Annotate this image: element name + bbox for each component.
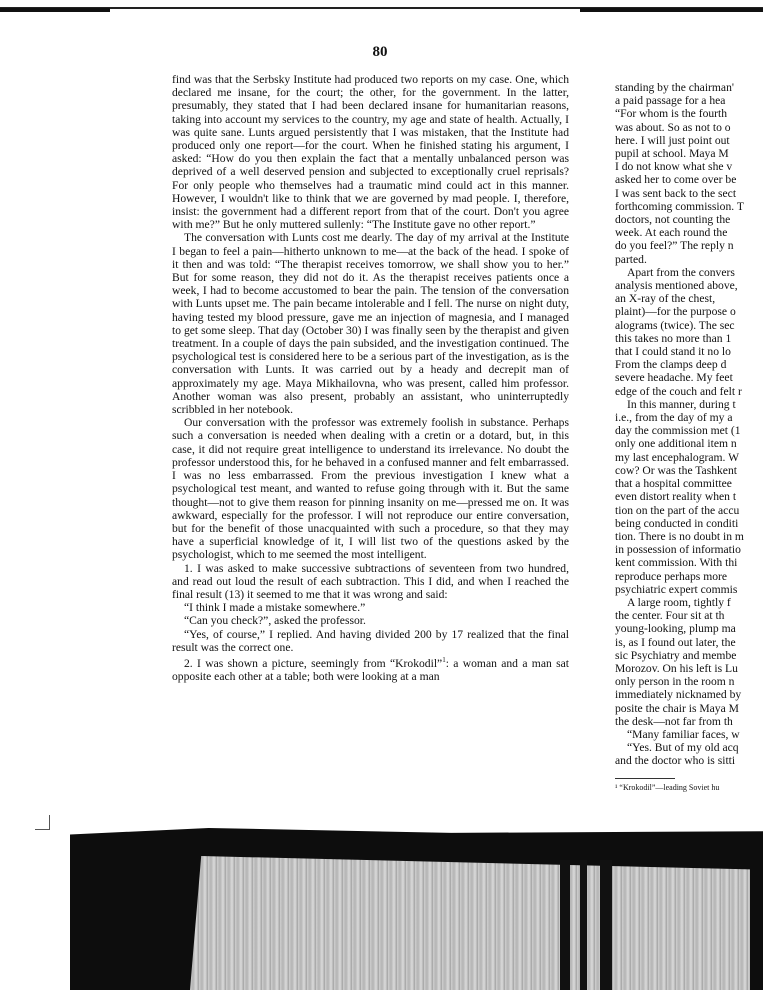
text-line: pupil at school. Maya M [615,147,729,161]
text-line: my last encephalogram. W [615,450,740,464]
scan-top-border [0,2,763,16]
text-line: an X-ray of the chest, [615,292,716,306]
paragraph [172,654,569,683]
text-line: From the clamps deep d [615,358,727,372]
text-line: i.e., from the day of my a [615,411,733,425]
paragraph: “Can you check?”, asked the professor. [184,614,366,628]
text-line: day the commission met (1 [615,424,741,438]
paragraph: “Yes, of course,” I replied. And having divided 200 by 17 realized that the final result was the correct one. [172,627,569,654]
text-line: “Yes. But of my old acq [627,741,739,755]
text-line: tion. There is no doubt in m [615,529,744,543]
paragraph-tail: : a woman and a man sat opposite each other at a table; both were looking at a man [172,656,569,683]
scan-artifact-stripe [580,860,587,990]
text-line: a paid passage for a hea [615,94,726,108]
text-line: In this manner, during t [627,397,736,411]
text-line: that I could stand it no lo [615,345,731,359]
text-line: plaint)—for the purpose o [615,305,736,319]
page-number: 80 [372,44,388,60]
text-line: “For whom is the fourth [615,107,728,121]
text-line: week. At each round the [615,226,728,240]
text-line: the desk—not far from th [615,714,733,728]
text-line: is, as I found out later, the [615,635,736,649]
text-line: that a hospital committee [615,477,732,491]
text-line: edge of the couch and felt r [615,384,742,398]
right-column-lines [615,81,763,768]
text-line: severe headache. My feet [615,371,733,385]
footnote-separator [615,778,675,779]
text-line: “Many familiar faces, w [627,727,740,741]
footnote-marker: 1 [442,655,446,664]
text-line: even distort reality when t [615,490,737,504]
text-line: forthcoming commission. T [615,199,744,213]
text-line: analysis mentioned above, [615,279,738,293]
text-line: I do not know what she v [615,160,733,174]
text-line: asked her to come over be [615,173,737,187]
scan-artifact-gray [190,856,750,990]
paragraph: 1. I was asked to make successive subtractions of seventeen from two hundred, and read out loud the result of each subtraction. This I did, and when I reached the final result (13) it seemed to me that it was wrong and said: [172,561,569,601]
paragraph: Our conversation with the professor was extremely foolish in substance. Perhaps such a conversation is needed when dealing with a cretin or a dotard, but, in this case, it did not require great intelligence to understand its irrelevance. No doubt the professor understood this, for he behaved in a confused manner and felt embarrassed. I was no less embarrassed. From the previous investigation I knew what a psychological test meant, and wanted to refuse going through with it. But the same thought—not to give them reason for pinning insanity on me—pressed me on. It was awkward, especially for the professor. I will not reproduce our entire conversation, but for the benefit of those unacquainted with such a procedure, so that they may have a superficial knowledge of it, I will list two of the questions asked by the psychologist, which to me seemed the most intelligent. [172,416,569,562]
paragraph: find was that the Serbsky Institute had produced two reports on my case. One, which declared me insane, for the court; the other, for the government. In the latter, presumably, they stated that I had been declared insane for humanitarian reasons, taking into account my services to the country, my age and state of health. Actually, I was quite sane. Lunts argued persistently that I was mistaken, that the Institute had produced only one report—for the court. When he finished stating his argument, I asked: “How do you then explain the fact that a mentally unbalanced person was deprived of a well deserved pension and subjected to exceptionally cruel reprisals? For only people who themselves had a traumatic mind could act in this manner. However, I wouldn't like to think that we are governed by mad people. I, therefore, insist: the government had a different report from that of the court. Don't you agree with me?” But he only muttered sullenly: “The Institute gave no other report.” [172,73,569,232]
text-line: posite the chair is Maya M [615,701,739,715]
text-line: and the doctor who is sitti [615,754,736,768]
text-line: in possession of informatio [615,543,741,557]
paragraph: “I think I made a mistake somewhere.” [184,601,366,615]
text-line: Morozov. On his left is Lu [615,661,738,675]
margin-mark [35,815,50,830]
text-line: immediately nicknamed by [615,688,742,702]
text-line: the center. Four sit at th [615,609,725,623]
text-line: tion on the part of the accu [615,503,740,517]
text-line: alograms (twice). The sec [615,318,735,332]
right-text-column-cropped [615,81,763,801]
text-line: reproduce perhaps more [615,569,728,583]
text-line: do you feel?” The reply n [615,239,734,253]
text-line: Apart from the convers [627,265,735,279]
paragraph: The conversation with Lunts cost me dearly. The day of my arrival at the Institute I began to feel a pain—hitherto unknown to me—at the back of the head. I spoke of it then and was told: “The therapist receives tomorrow, we shall show you to her.” But for some reason, they did not do it. As the therapist receives patients once a week, I had to become accustomed to bear the pain. The tension of the conversation with Lunts upset me. The pain became intolerable and I fell. The nurse on night duty, having tested my blood pressure, gave me an injection of magnesia, and I managed to get some sleep. That day (October 30) I was finally seen by the therapist and given treatment. In a couple of days the pain subsided, and the investigation continued. The psychological test is considered here to be a serious part of the investigation, as is the conversation with Lunts. It was carried out by a heady and decrepit man of approximately my age. Maya Mikhailovna, who was present, called him professor. Another woman was also present, probably an assistant, who uninterruptedly scribbled in her notebook. [172,231,569,417]
text-line: I was sent back to the sect [615,186,737,200]
text-line: this takes no more than 1 [615,331,732,345]
left-text-column [172,73,569,683]
scan-artifact-stripe [600,860,612,990]
scan-artifact-stripe [560,860,570,990]
text-line: cow? Or was the Tashkent [615,463,737,477]
text-line: was about. So as not to o [615,120,731,134]
text-line: A large room, tightly f [627,595,731,609]
text-line: kent commission. With thi [615,556,738,570]
text-line: psychiatric expert commis [615,582,738,596]
text-line: parted. [615,252,647,266]
text-line: only one additional item n [615,437,737,451]
text-line: only person in the room n [615,675,735,689]
text-line: sic Psychiatry and membe [615,648,737,662]
paragraph-text: 2. I was shown a picture, seemingly from “Krokodil” [184,656,443,670]
text-line: standing by the chairman' [615,81,734,94]
text-line: being conducted in conditi [615,516,739,530]
text-line: here. I will just point out [615,133,730,147]
text-line: young-looking, plump ma [615,622,736,636]
text-line: doctors, not counting the [615,213,731,227]
footnote: ¹ “Krokodil”—leading Soviet hu [615,782,720,792]
